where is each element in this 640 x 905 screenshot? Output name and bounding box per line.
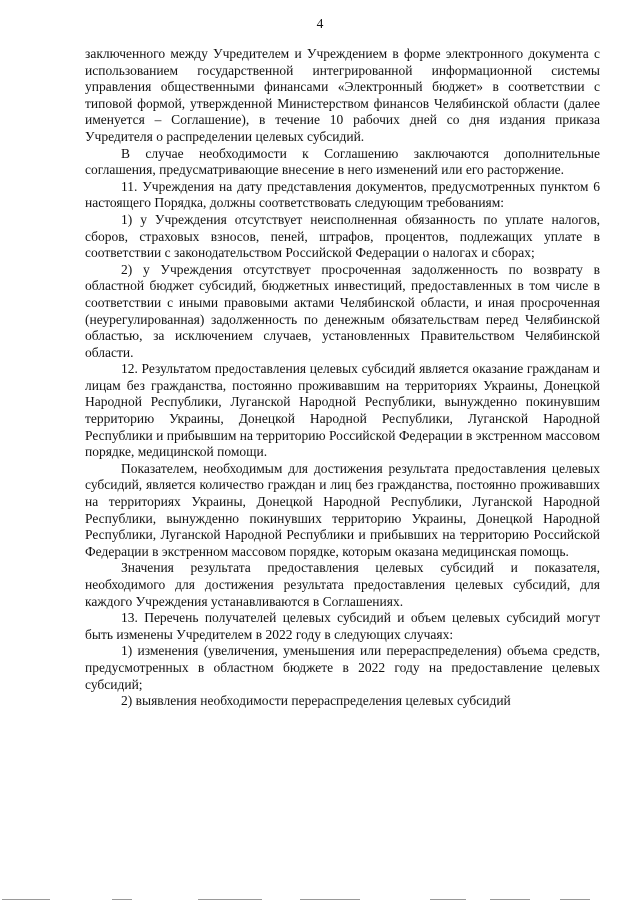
paragraph-11-item-1: 1) у Учреждения отсутствует неисполненная обязанность по уплате налогов, сборов, страховых взносов, пеней, штрафов, процентов, подлежащих уплате в соответствии с законодательством Российской Федерации о налогах и сборах; xyxy=(85,211,600,261)
paragraph-11: 11. Учреждения на дату представления документов, предусмотренных пунктом 6 настоящего Порядка, должны соответствовать следующим требованиям: xyxy=(85,178,600,211)
paragraph-11-item-2: 2) у Учреждения отсутствует просроченная задолженность по возврату в областной бюджет субсидий, бюджетных инвестиций, предоставленных в том числе в соответствии с иными правовыми актами Челябинской области, и иная просроченная (неурегулированная) задолженность по денежным обязательствам перед Челябинской областью, за исключением случаев, установленных Правительством Челябинской области. xyxy=(85,261,600,360)
document-body xyxy=(85,46,600,710)
paragraph-13: 13. Перечень получателей целевых субсидий и объем целевых субсидий могут быть изменены Учредителем в 2022 году в следующих случаях: xyxy=(85,610,600,642)
paragraph-13-item-1: 1) изменения (увеличения, уменьшения или перераспределения) объема средств, предусмотренных в областном бюджете в 2022 году на предоставление целевых субсидий; xyxy=(85,643,600,692)
scan-footer-marks xyxy=(0,896,640,905)
paragraph-values: Значения результата предоставления целевых субсидий и показателя, необходимого для достижения результата предоставления целевых субсидий, для каждого Учреждения устанавливаются в Соглашениях. xyxy=(85,560,600,609)
paragraph-indicator: Показателем, необходимым для достижения результата предоставления целевых субсидий, является количество граждан и лиц без гражданства, постоянно проживавших на территориях Украины, Донецкой Народной Республики, Луганской Народной Республики, вынужденно покинувших территорию Украины, Донецкой Народной Республики, Луганской Народной Республики и прибывших на территорию Российской Федерации в экстренном массовом порядке, которым оказана медицинская помощь. xyxy=(85,460,600,559)
paragraph-12: 12. Результатом предоставления целевых субсидий является оказание гражданам и лицам без гражданства, постоянно проживавшим на территориях Украины, Донецкой Народной Республики, Луганской Народной Республики, вынужденно покинувшим территорию Украины, Донецкой Народной Республики, Луганской Народной Республики и прибывшим на территорию Российской Федерации в экстренном массовом порядке, медицинской помощи. xyxy=(85,361,600,460)
paragraph-continuation: заключенного между Учредителем и Учреждением в форме электронного документа с использованием государственной интегрированной информационной системы управления общественными финансами «Электронный бюджет» в соответствии с типовой формой, утвержденной Министерством финансов Челябинской области (далее именуется – Соглашение), в течение 10 рабочих дней со дня издания приказа Учредителя о распределении целевых субсидий. xyxy=(85,46,600,144)
page-number: 4 xyxy=(316,16,324,31)
paragraph-additional-agreements: В случае необходимости к Соглашению заключаются дополнительные соглашения, предусматривающие внесение в него изменений или его расторжение. xyxy=(85,145,600,178)
paragraph-13-item-2: 2) выявления необходимости перераспределения целевых субсидий xyxy=(121,693,511,709)
